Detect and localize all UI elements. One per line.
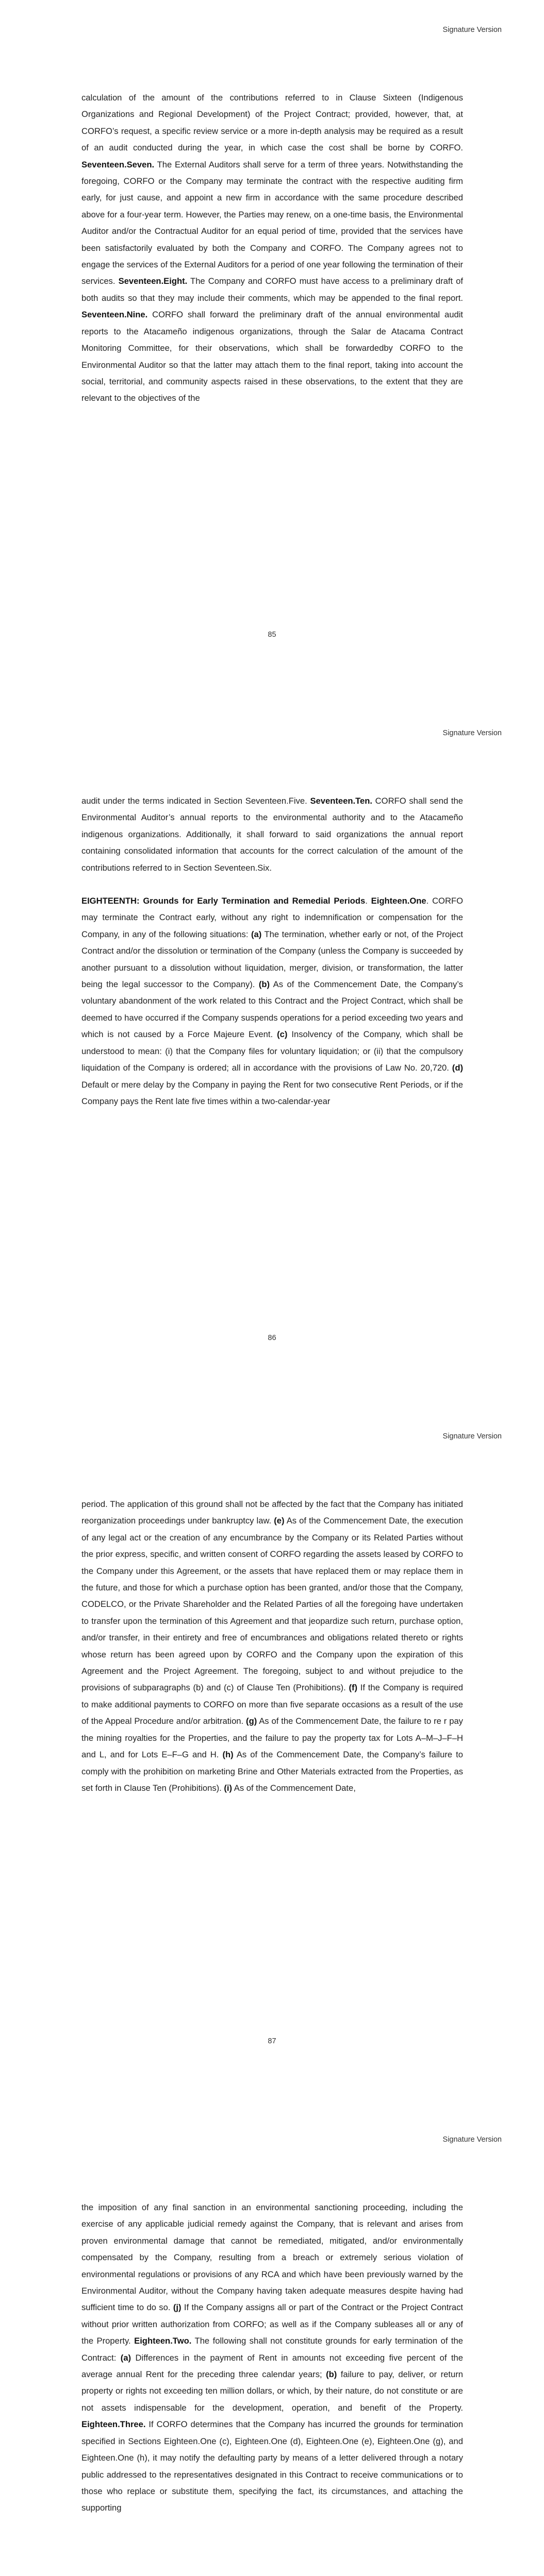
- page-header: Signature Version: [442, 2136, 502, 2144]
- paragraph: [81, 893, 463, 1110]
- page-body: [81, 1496, 463, 1797]
- text-run: The following shall not constitute grounds for early termination of the Contract:: [81, 2336, 463, 2363]
- bold-run: Seventeen.Nine.: [81, 310, 148, 320]
- bold-run: (d): [452, 1063, 463, 1073]
- bold-run: Seventeen.Eight.: [118, 276, 188, 286]
- paragraph: [81, 2199, 463, 2517]
- text-run: . CORFO may terminate the Contract early, without any right to indemnification or compensation for the Company, in any of the following situations:: [81, 896, 463, 939]
- bold-run: (b): [258, 979, 270, 990]
- bold-run: (i): [224, 1783, 233, 1793]
- text-run: the imposition of any final sanction in an environmental sanctioning proceeding, including the exercise of any applicable judicial remedy against the Company, that is relevant and arises from proven environmental damage that cannot be remediated, mitigated, and/or environmentally compensated by the Company, resulting from a breach or extremely serious violation of environmental regulations or provisions of any RCA and which have been previously warned by the Environmental Auditor, without the Company having taken adequate measures despite having had sufficient time to do so.: [81, 2202, 463, 2313]
- paragraph: [81, 90, 463, 407]
- text-run: .: [365, 896, 371, 906]
- text-run: CORFO shall forward the preliminary draft of the annual environmental audit reports to the Atacameño indigenous organizations, through the Salar de Atacama Contract Monitoring Committee, for their observations, which shall be forwardedby CORFO to the Environmental Auditor so that the latter may attach them to the final report, taking into account the social, territorial, and community aspects raised in these observations, to the extent that they are relevant to the objectives of the: [81, 310, 463, 403]
- paragraph: [81, 793, 463, 876]
- page-body: [81, 90, 463, 407]
- text-run: CORFO shall send the Environmental Auditor’s annual reports to the environmental authority and to the Atacameño indigenous organizations. Additionally, it shall forward to said organizations the annual report containing consolidated information that accounts for the correct calculation of the amount of the contributions referred to in Section Seventeen.Six.: [81, 796, 463, 873]
- text-run: The Company and CORFO must have access to a preliminary draft of both audits so that they may include their comments, which may be appended to the final report.: [81, 276, 464, 303]
- text-run: As of the Commencement Date, the failure to re r pay the mining royalties for the Properties, and the failure to pay the property tax for Lots A–M–J–F–H and L, and for Lots E–F–G and H.: [81, 1716, 463, 1760]
- page-87: [0, 1406, 544, 2110]
- text-run: calculation of the amount of the contributions referred to in Clause Sixteen (Indigenous Organizations and Regional Development) of the Project Contract; provided, however, that, at CORFO’s request, a specific review service or a more in-depth analysis may be required as a result of an audit conducted during the year, in which case the cost shall be borne by CORFO.: [81, 93, 463, 153]
- page-number: 86: [268, 1334, 276, 1342]
- text-run: The External Auditors shall serve for a term of three years. Notwithstanding the foregoing, CORFO or the Company may terminate the contract with the respective auditing firm early, for just cause, and appoint a new firm in accordance with the same procedure described above for a four-year term. However, the Parties may renew, on a one-time basis, the Environmental Auditor and/or the Contractual Auditor for an equal period of time, provided that the services have been satisfactorily evaluated by both the Company and CORFO. The Company agrees not to engage the services of the External Auditors for a period of one year following the termination of their services.: [81, 159, 463, 286]
- page-header: Signature Version: [442, 26, 502, 34]
- page-header: Signature Version: [442, 1432, 502, 1440]
- page-number: 87: [268, 2037, 276, 2045]
- text-run: The termination, whether early or not, of the Project Contract and/or the dissolution or termination of the Company (unless the Company is succeeded by another pursuant to a dissolution without liquidation, merger, division, or transformation, the latter being the legal successor to the Company).: [81, 929, 463, 990]
- bold-run: (f): [349, 1683, 358, 1693]
- bold-run: Eighteen.Three.: [81, 2419, 146, 2430]
- text-run: If CORFO determines that the Company has incurred the grounds for termination specified in Sections Eighteen.One (c), Eighteen.One (d), Eighteen.One (e), Eighteen.One (g), and Eighteen.One (h), it may notify the defaulting party by means of a letter delivered through a notary public addressed to the representatives designated in this Contract to receive communications or to those who replace or substitute them, specifying the fact, its circumstances, and attaching the supporting: [81, 2419, 463, 2513]
- text-run: failure to pay, deliver, or return property or rights not exceeding ten million dollars, or which, by their nature, do not constitute or are not assets indispensable for the development, operation, and benefit of the Property.: [81, 2369, 463, 2413]
- text-run: If the Company assigns all or part of the Contract or the Project Contract without prior written authorization from CORFO; as well as if the Company subleases all or any of the Property.: [81, 2302, 463, 2346]
- text-run: Insolvency of the Company, which shall be understood to mean: (i) that the Company files for voluntary liquidation; or (ii) that the compulsory liquidation of the Company is ordered; all in accordance with the provisions of Law No. 20,720.: [81, 1029, 464, 1073]
- page-header: Signature Version: [442, 729, 502, 737]
- text-run: audit under the terms indicated in Section Seventeen.Five.: [81, 796, 310, 806]
- page-88: [0, 2110, 544, 2576]
- bold-run: Seventeen.Ten.: [310, 796, 372, 806]
- text-run: If the Company is required to make additional payments to CORFO on more than five separate occasions as a result of the use of the Appeal Procedure and/or arbitration.: [81, 1683, 463, 1726]
- bold-run: (c): [277, 1029, 288, 1040]
- bold-run: (j): [173, 2302, 182, 2313]
- text-run: As of the Commencement Date, the Company’s voluntary abandonment of the work related to this Contract and the Project Contract, which shall be deemed to have occurred if the Company suspends operations for a period exceeding two years and which is not caused by a Force Majeure Event.: [81, 979, 463, 1040]
- text-run: Differences in the payment of Rent in amounts not exceeding five percent of the average annual Rent for the preceding three calendar years;: [81, 2352, 464, 2380]
- page-body: [81, 793, 463, 1110]
- bold-run: Eighteen.Two.: [134, 2336, 192, 2346]
- bold-run: (g): [246, 1716, 257, 1726]
- text-run: As of the Commencement Date,: [232, 1783, 356, 1793]
- bold-run: (b): [326, 2369, 337, 2380]
- paragraph: [81, 1496, 463, 1797]
- text-run: Default or mere delay by the Company in paying the Rent for two consecutive Rent Periods, or if the Company pays the Rent late five times within a two-calendar-year: [81, 1079, 463, 1106]
- bold-run: Seventeen.Seven.: [81, 159, 155, 170]
- page-85: [0, 0, 544, 703]
- text-run: As of the Commencement Date, the execution of any legal act or the creation of any encumbrance by the Company or its Related Parties without the prior express, specific, and written consent of CORFO regarding the assets leased by CORFO to the Company under this Agreement, or the assets that have replaced them or may replace them in the future, and those for which a purchase option has been granted, and/or those that the Company, CODELCO, or the Private Shareholder and the Related Parties of all the foregoing have undertaken to transfer upon the termination of this Agreement and that jeopardize such return, purchase option, and/or transfer, in their entirety and free of encumbrances and obligations related thereto or rights whose return has been agreed upon by CORFO and the Company upon the expiration of this Agreement and the Project Agreement. The foregoing, subject to and without prejudice to the provisions of subparagraphs (b) and (c) of Clause Ten (Prohibitions).: [81, 1516, 463, 1693]
- text-run: period. The application of this ground shall not be affected by the fact that the Company has initiated reorganization proceedings under bankruptcy law.: [81, 1499, 463, 1526]
- page-body: [81, 2199, 463, 2517]
- bold-run: (e): [274, 1516, 285, 1526]
- page-number: 85: [268, 631, 276, 639]
- bold-run: (a): [120, 2352, 131, 2363]
- bold-run: Eighteen.One: [371, 896, 426, 906]
- text-run: As of the Commencement Date, the Company’s failure to comply with the prohibition on marketing Brine and Other Materials extracted from the Properties, as set forth in Clause Ten (Prohibitions).: [81, 1750, 464, 1793]
- page-86: [0, 703, 544, 1406]
- bold-run: (h): [222, 1750, 234, 1760]
- bold-run: (a): [251, 929, 262, 939]
- bold-run: EIGHTEENTH: Grounds for Early Termination and Remedial Periods: [81, 896, 366, 906]
